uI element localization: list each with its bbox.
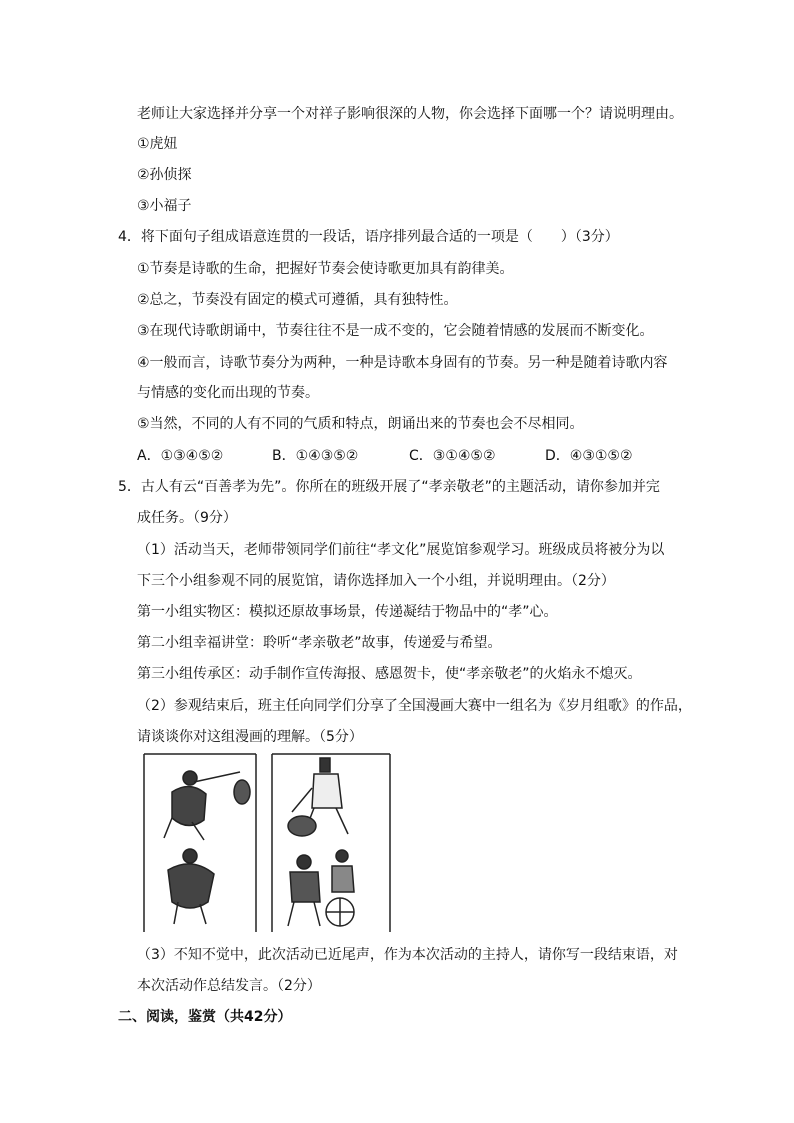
q4-sentence-4: ④一般而言，诗歌节奏分为两种，一种是诗歌本身固有的节奏。另一种是随着诗歌内容 [137,355,668,371]
group-1: 第一小组实物区：模拟还原故事场景，传递凝结于物品中的“孝”心。 [137,604,558,620]
option-sun-detective: ②孙侦探 [137,167,192,183]
choice-a: A．①③④⑤② [137,448,224,464]
comic-strip-image [142,752,392,934]
q5-stem-line2: 成任务。（9分） [137,510,237,526]
group-2: 第二小组幸福讲堂：聆听“孝亲敬老”故事，传递爱与希望。 [137,635,502,651]
choice-b: B．①④③⑤② [272,448,359,464]
comic-elder-lantern [164,771,250,840]
comic-figure-bottom-left [168,849,214,924]
option-xiaofuzi: ③小福子 [137,198,192,214]
choice-c: C．③①④⑤② [409,448,496,464]
option-huniu: ①虎妞 [137,136,178,152]
part1-line1: （1）活动当天，老师带领同学们前往“孝文化”展览馆参观学习。班级成员将被分为以 [137,542,665,558]
group-3: 第三小组传承区：动手制作宣传海报、感恩贺卡，使“孝亲敬老”的火焰永不熄灭。 [137,666,642,682]
q4-stem: 4．将下面句子组成语意连贯的一段话，语序排列最合适的一项是（ ）（3分） [118,229,619,245]
q5-stem-line1: 5．古人有云“百善孝为先”。你所在的班级开展了“孝亲敬老”的主题活动，请你参加并完 [118,479,660,495]
comic-panel-right [272,754,390,932]
q4-sentence-4-cont: 与情感的变化而出现的节奏。 [137,385,319,401]
part3-line2: 本次活动作总结发言。（2分） [137,978,321,994]
comic-figure-wheelchair [288,850,354,926]
q4-sentence-3: ③在现代诗歌朗诵中，节奏往往不是一成不变的，它会随着情感的发展而不断变化。 [137,323,654,339]
section2-heading: 二、阅读，鉴赏（共42分） [118,1009,292,1025]
part2-line2: 请谈谈你对这组漫画的理解。（5分） [137,729,363,745]
comic-figure-stroller [288,758,348,836]
part2-line1: （2）参观结束后，班主任向同学们分享了全国漫画大赛中一组名为《岁月组歌》的作品， [137,698,692,714]
intro-question: 老师让大家选择并分享一个对祥子影响很深的人物，你会选择下面哪一个？请说明理由。 [137,106,683,122]
part3-line1: （3）不知不觉中，此次活动已近尾声，作为本次活动的主持人，请你写一段结束语，对 [137,947,678,963]
q4-sentence-5: ⑤当然，不同的人有不同的气质和特点，朗诵出来的节奏也会不尽相同。 [137,416,584,432]
choice-d: D．④③①⑤② [545,448,633,464]
q4-sentence-1: ①节奏是诗歌的生命，把握好节奏会使诗歌更加具有韵律美。 [137,261,514,277]
comic-panel-left [144,754,256,932]
q4-sentence-2: ②总之，节奏没有固定的模式可遵循，具有独特性。 [137,292,458,308]
part1-line2: 下三个小组参观不同的展览馆，请你选择加入一个小组，并说明理由。（2分） [137,573,615,589]
